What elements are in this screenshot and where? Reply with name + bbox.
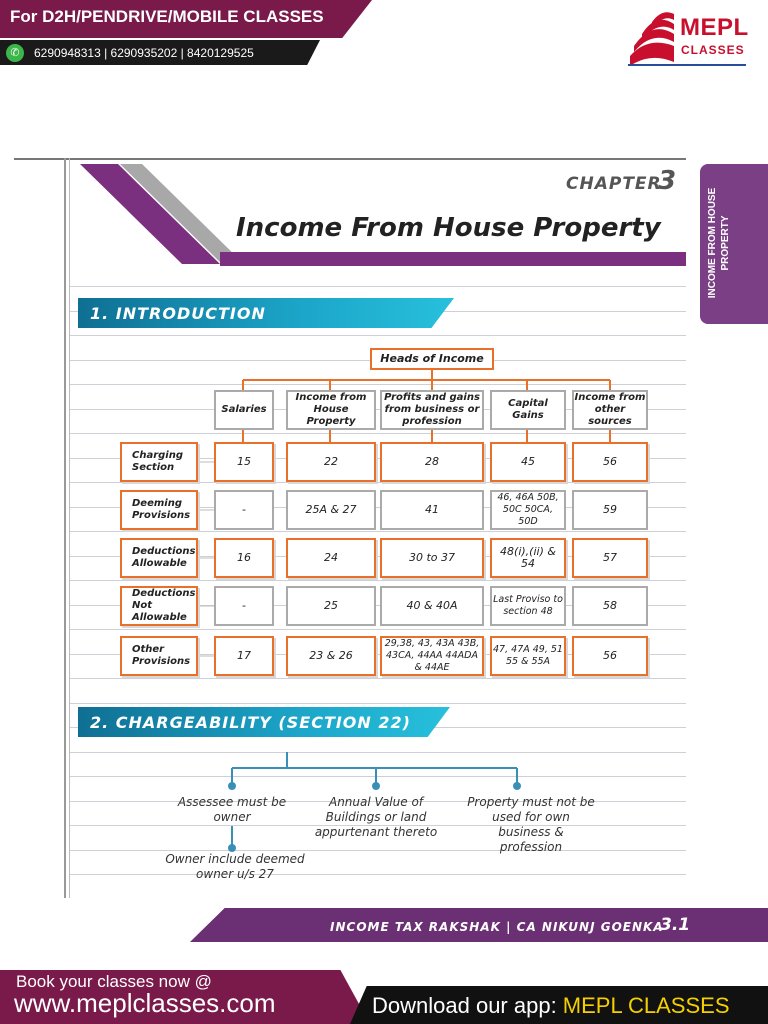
node-assessee-owner: Assessee must be owner bbox=[177, 795, 287, 824]
chapter-label: CHAPTER bbox=[566, 174, 662, 194]
app-name: MEPL CLASSES bbox=[562, 993, 730, 1018]
column-head: Salaries bbox=[214, 390, 274, 430]
grid-cell: - bbox=[214, 490, 274, 530]
column-head: Income from House Property bbox=[286, 390, 376, 430]
grid-cell: 59 bbox=[572, 490, 648, 530]
grid-cell: 41 bbox=[380, 490, 484, 530]
download-app-prefix: Download our app: bbox=[372, 993, 563, 1018]
grid-cell: 57 bbox=[572, 538, 648, 578]
grid-cell: 48(i),(ii) & 54 bbox=[490, 538, 566, 578]
row-label: Deductions Allowable bbox=[120, 538, 198, 578]
side-tab-label: INCOME FROM HOUSE PROPERTY bbox=[707, 187, 731, 299]
node-deemed-owner: Owner include deemed owner u/s 27 bbox=[165, 852, 305, 881]
row-label: Deeming Provisions bbox=[120, 490, 198, 530]
row-label: Deductions Not Allowable bbox=[120, 586, 198, 626]
banner-title: For D2H/PENDRIVE/MOBILE CLASSES bbox=[10, 7, 324, 26]
row-label: Charging Section bbox=[120, 442, 198, 482]
column-head: Profits and gains from business or profession bbox=[380, 390, 484, 430]
grid-cell: 56 bbox=[572, 636, 648, 676]
grid-cell: 58 bbox=[572, 586, 648, 626]
footer-book-title: INCOME TAX RAKSHAK | CA NIKUNJ GOENKA bbox=[330, 920, 664, 934]
grid-cell: 30 to 37 bbox=[380, 538, 484, 578]
phone-icon[interactable]: ✆ bbox=[6, 44, 24, 62]
row-label: Other Provisions bbox=[120, 636, 198, 676]
logo-subtitle: CLASSES bbox=[681, 43, 745, 57]
column-head: Income from other sources bbox=[572, 390, 648, 430]
logo-name: MEPL bbox=[680, 14, 749, 41]
book-classes-text: Book your classes now @ bbox=[16, 972, 212, 991]
phone-numbers[interactable]: 6290948313 | 6290935202 | 8420129525 bbox=[34, 46, 254, 60]
grid-cell: 46, 46A 50B, 50C 50CA, 50D bbox=[490, 490, 566, 530]
chapter-title: Income From House Property bbox=[236, 213, 661, 243]
website-link[interactable]: www.meplclasses.com bbox=[14, 988, 276, 1018]
node-annual-value: Annual Value of Buildings or land appurtenant thereto bbox=[314, 795, 438, 839]
section-title-chargeability: 2. CHARGEABILITY (SECTION 22) bbox=[90, 713, 411, 732]
grid-cell: 15 bbox=[214, 442, 274, 482]
column-head: Capital Gains bbox=[490, 390, 566, 430]
chapter-number: 3 bbox=[658, 166, 677, 196]
page-number: 3.1 bbox=[660, 915, 691, 935]
grid-cell: 24 bbox=[286, 538, 376, 578]
grid-cell: - bbox=[214, 586, 274, 626]
heads-of-income: Heads of Income bbox=[370, 348, 494, 370]
download-app-text[interactable] bbox=[372, 993, 730, 1019]
grid-cell: 17 bbox=[214, 636, 274, 676]
grid-cell: 25A & 27 bbox=[286, 490, 376, 530]
grid-cell: 16 bbox=[214, 538, 274, 578]
grid-cell: 47, 47A 49, 51 55 & 55A bbox=[490, 636, 566, 676]
grid-cell: 29,38, 43, 43A 43B, 43CA, 44AA 44ADA & 44AE bbox=[380, 636, 484, 676]
grid-cell: 28 bbox=[380, 442, 484, 482]
grid-cell: 22 bbox=[286, 442, 376, 482]
grid-cell: 23 & 26 bbox=[286, 636, 376, 676]
grid-cell: 56 bbox=[572, 442, 648, 482]
grid-cell: 45 bbox=[490, 442, 566, 482]
node-property-not-business: Property must not be used for own business & profession bbox=[467, 795, 595, 854]
section-title-introduction: 1. INTRODUCTION bbox=[90, 304, 266, 323]
grid-cell: 25 bbox=[286, 586, 376, 626]
grid-cell: 40 & 40A bbox=[380, 586, 484, 626]
grid-cell: Last Proviso to section 48 bbox=[490, 586, 566, 626]
